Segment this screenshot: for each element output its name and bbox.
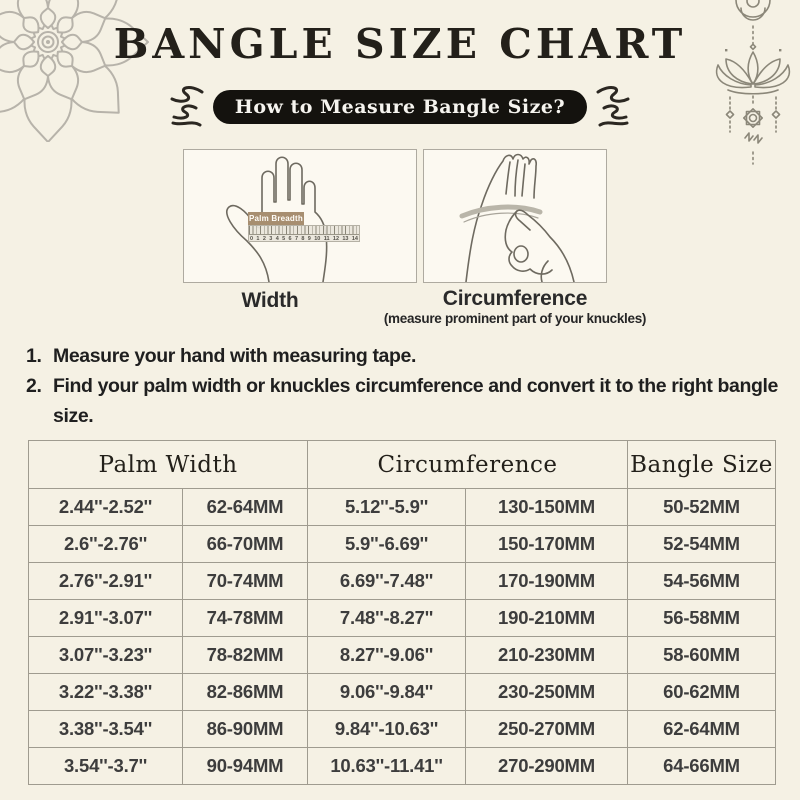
circumference-measure-figure xyxy=(423,149,607,283)
table-cell: 270-290MM xyxy=(466,748,628,785)
table-row xyxy=(29,526,776,563)
table-cell: 150-170MM xyxy=(466,526,628,563)
ruler xyxy=(248,225,360,242)
table-cell: 62-64MM xyxy=(183,489,308,526)
instruction-number: 1. xyxy=(26,345,42,367)
table-row xyxy=(29,563,776,600)
table-cell: 90-94MM xyxy=(183,748,308,785)
table-cell: 2.44''-2.52'' xyxy=(29,489,183,526)
table-cell: 50-52MM xyxy=(628,489,776,526)
instruction-text: Measure your hand with measuring tape. xyxy=(53,345,416,367)
hands-measuring-icon xyxy=(424,150,606,282)
table-cell: 8.27''-9.06'' xyxy=(308,637,466,674)
table-cell: 9.84''-10.63'' xyxy=(308,711,466,748)
instruction-text: Find your palm width or knuckles circumference and convert it to the right bangle size. xyxy=(53,375,778,427)
ruler-number: 14 xyxy=(351,236,358,242)
ruler-number: 9 xyxy=(307,236,311,242)
table-cell: 2.6''-2.76'' xyxy=(29,526,183,563)
table-cell: 230-250MM xyxy=(466,674,628,711)
instruction-number: 2. xyxy=(26,375,42,397)
table-row xyxy=(29,748,776,785)
table-cell: 70-74MM xyxy=(183,563,308,600)
width-measure-figure xyxy=(183,149,417,283)
table-cell: 62-64MM xyxy=(628,711,776,748)
ruler-number: 0 xyxy=(250,236,254,242)
table-cell: 56-58MM xyxy=(628,600,776,637)
palm-breadth-tag: Palm Breadth xyxy=(249,214,303,223)
ruler-number: 3 xyxy=(269,236,273,242)
table-cell: 210-230MM xyxy=(466,637,628,674)
table-cell: 54-56MM xyxy=(628,563,776,600)
ruler-number: 11 xyxy=(323,236,330,242)
circumference-label: Circumference xyxy=(442,287,588,310)
ruler-number: 7 xyxy=(294,236,299,242)
table-row xyxy=(29,489,776,526)
table-cell: 74-78MM xyxy=(183,600,308,637)
instruction-item xyxy=(26,371,778,431)
ruler-number: 12 xyxy=(332,236,340,242)
table-cell: 6.69''-7.48'' xyxy=(308,563,466,600)
ruler-number: 13 xyxy=(342,236,349,242)
table-cell: 5.12''-5.9'' xyxy=(308,489,466,526)
ruler-number: 6 xyxy=(288,236,292,242)
table-cell: 2.76''-2.91'' xyxy=(29,563,183,600)
table-cell: 5.9''-6.69'' xyxy=(308,526,466,563)
table-cell: 82-86MM xyxy=(183,674,308,711)
bangle-size-header: Bangle Size xyxy=(628,441,776,489)
table-cell: 60-62MM xyxy=(628,674,776,711)
size-chart-table xyxy=(28,440,776,785)
table-cell: 3.54''-3.7'' xyxy=(29,748,183,785)
page-title: BANGLE SIZE CHART xyxy=(113,20,687,68)
ruler-number: 4 xyxy=(275,236,279,242)
ruler-number: 2 xyxy=(262,236,266,242)
badge-squiggle-right-icon xyxy=(596,84,636,130)
table-cell: 7.48''-8.27'' xyxy=(308,600,466,637)
table-header-row xyxy=(29,441,776,489)
table-row xyxy=(29,637,776,674)
ruler-number: 10 xyxy=(314,236,321,242)
badge-squiggle-left-icon xyxy=(164,84,204,130)
instructions-list xyxy=(26,341,778,431)
table-row xyxy=(29,600,776,637)
ruler-number: 1 xyxy=(256,236,260,242)
table-row xyxy=(29,711,776,748)
table-cell: 250-270MM xyxy=(466,711,628,748)
ruler-number: 5 xyxy=(282,236,286,242)
instruction-item xyxy=(26,341,778,371)
ruler-number: 8 xyxy=(301,236,305,242)
table-cell: 9.06''-9.84'' xyxy=(308,674,466,711)
table-cell: 130-150MM xyxy=(466,489,628,526)
table-cell: 58-60MM xyxy=(628,637,776,674)
table-cell: 3.22''-3.38'' xyxy=(29,674,183,711)
width-label: Width xyxy=(241,289,299,312)
circumference-header: Circumference xyxy=(308,441,628,489)
table-cell: 2.91''-3.07'' xyxy=(29,600,183,637)
table-cell: 86-90MM xyxy=(183,711,308,748)
table-cell: 66-70MM xyxy=(183,526,308,563)
table-cell: 52-54MM xyxy=(628,526,776,563)
table-cell: 78-82MM xyxy=(183,637,308,674)
table-cell: 64-66MM xyxy=(628,748,776,785)
ruler-numbers xyxy=(249,235,359,243)
table-cell: 170-190MM xyxy=(466,563,628,600)
how-to-section-header xyxy=(0,84,800,130)
how-to-badge: How to Measure Bangle Size? xyxy=(213,90,587,124)
table-cell: 3.07''-3.23'' xyxy=(29,637,183,674)
ruler-ticks xyxy=(249,226,359,235)
circumference-note: (measure prominent part of your knuckles) xyxy=(383,311,647,326)
table-row xyxy=(29,674,776,711)
table-cell: 3.38''-3.54'' xyxy=(29,711,183,748)
palm-width-header: Palm Width xyxy=(29,441,308,489)
table-cell: 10.63''-11.41'' xyxy=(308,748,466,785)
table-cell: 190-210MM xyxy=(466,600,628,637)
